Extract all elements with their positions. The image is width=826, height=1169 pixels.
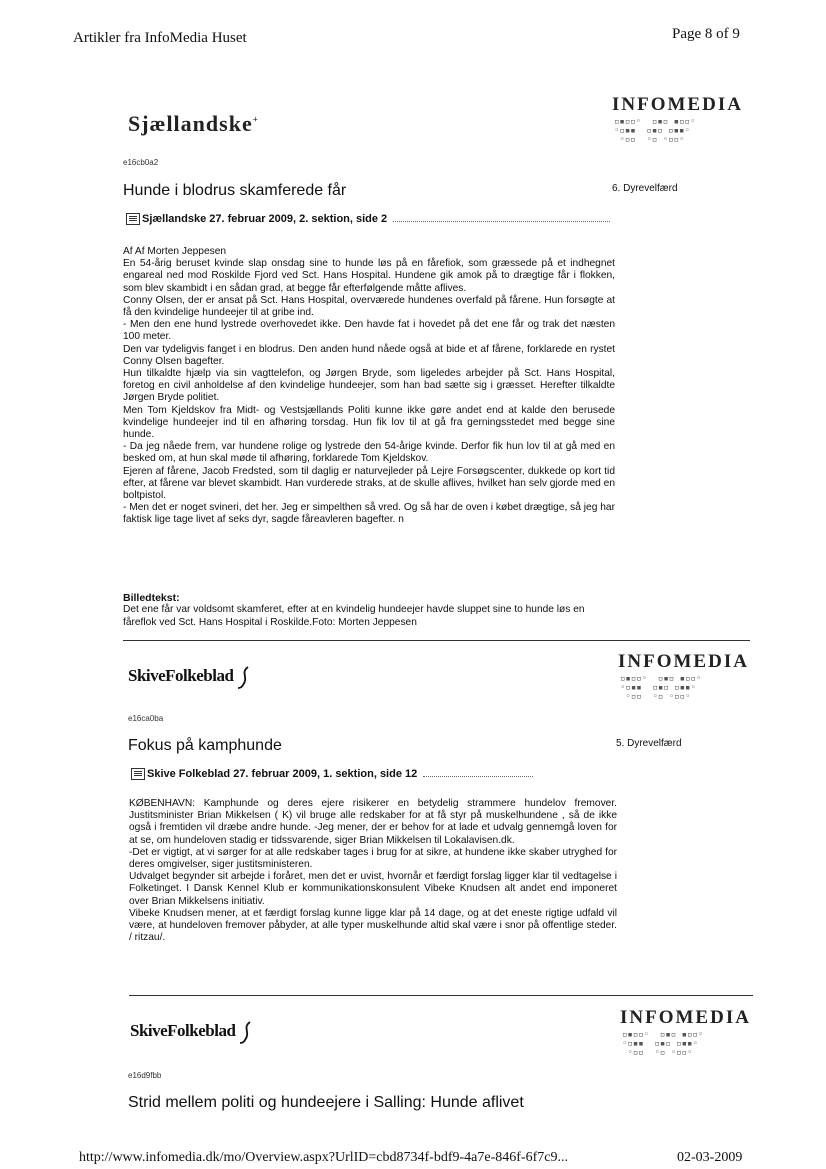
- dotted-leader: [393, 221, 610, 222]
- article-title: Strid mellem politi og hundeejere i Salling: Hunde aflivet: [128, 1094, 524, 1111]
- body-paragraph: - Men den ene hund lystrede overhovedet ikke. Den havde fat i hovedet på det ene får og trak det næsten 100 meter.: [123, 319, 615, 343]
- article-id: e16cb0a2: [123, 158, 159, 167]
- dotted-leader: [423, 776, 533, 777]
- newspaper-icon: [126, 213, 140, 225]
- body-paragraph: Hun tilkaldte hjælp via sin vagttelefon, og Jørgen Bryde, som ligeledes arbejder på Sct. Hans Hospital, foretog en civil anholdelse af den kvindelige hundeejer, som han bad sætte sig i græsset. Herefter tilkaldte Jørgen Bryde politiet.: [123, 368, 615, 404]
- infomedia-logo: [612, 94, 743, 145]
- body-paragraph: Udvalget begynder sit arbejde i foråret, men det er uvist, hvornår et færdigt forslag ligger klar til vedtagelse i Folketinget. I Dansk Kennel Klub er kommunikationskonsulent Vibeke Knudsen alt andet end imponeret over Brian Mikkelsens initiativ.: [129, 871, 617, 907]
- page-number: Page 8 of 9: [672, 26, 740, 42]
- publication-logo-skive-folkeblad: [130, 1020, 255, 1044]
- skive-swoosh-icon: [237, 665, 253, 689]
- infomedia-logo: [618, 651, 749, 702]
- body-paragraph: Af Af Morten Jeppesen: [123, 246, 227, 257]
- article-category: 6. Dyrevelfærd: [612, 183, 678, 194]
- article-title: Hunde i blodrus skamferede får: [123, 182, 347, 199]
- article-divider: [123, 640, 750, 641]
- infomedia-logo-dots: ▫▪▫▫◦ ▫▪▫ ▪▫▫◦ ◦▫▪▪ ▫▪▫ ▫▪▪◦ ◦▫▫ ◦▫ ◦▫▫◦: [622, 1030, 704, 1058]
- body-paragraph: -Det er vigtigt, at vi sørger for at alle redskaber tages i brug for at sikre, at hundene ikke skaber utryghed for deres omgivelser, siger justitsministeren.: [129, 846, 617, 871]
- body-paragraph: Men Tom Kjeldskov fra Midt- og Vestsjællands Politi kunne ikke gøre andet end at kalde den berusede kvindelige hundeejer ind til en afhøring torsdag. Hun fik lov til at gå fra gerningsstedet med begge sine hunde.: [123, 404, 615, 441]
- infomedia-logo: [620, 1007, 751, 1058]
- skive-swoosh-icon: [239, 1020, 255, 1044]
- article-body: [123, 246, 615, 527]
- infomedia-logo-dots: ▫▪▫▫◦ ▫▪▫ ▪▫▫◦ ◦▫▪▪ ▫▪▫ ▫▪▪◦ ◦▫▫ ◦▫ ◦▫▫◦: [620, 674, 702, 702]
- page-header-title: Artikler fra InfoMedia Huset: [73, 30, 247, 46]
- publication-logo-text: Sjællandske: [128, 111, 253, 136]
- article-body: [129, 798, 617, 944]
- caption-text: Det ene får var voldsomt skamferet, efter at en kvindelig hundeejer havde sluppet sine to hunde løs en fåreflok ved Sct. Hans Hospital i Roskilde.Foto: Morten Jeppesen: [123, 604, 585, 628]
- infomedia-logo-dots: ▫▪▫▫◦ ▫▪▫ ▪▫▫◦ ◦▫▪▪ ▫▪▫ ▫▪▪◦ ◦▫▫ ◦▫ ◦▫▫◦: [614, 117, 696, 145]
- body-paragraph: Vibeke Knudsen mener, at et færdigt forslag kunne ligge klar på 14 dage, og at det eneste rigtige udfald vil være, at hundeloven fremover påbyder, at alle typer muskelhunde altid skal være i snor på offentlige steder. / ritzau/.: [129, 907, 617, 944]
- infomedia-logo-text: INFOMEDIA: [618, 651, 749, 672]
- publication-logo-sjaellandske: Sjællandske+: [128, 111, 259, 136]
- article-divider: [129, 995, 753, 996]
- caption-label: Billedtekst:: [123, 592, 180, 604]
- page-footer-url: http://www.infomedia.dk/mo/Overview.aspx?UrlID=cbd8734f-bdf9-4a7e-846f-6f7c9...: [79, 1150, 568, 1165]
- article-category: 5. Dyrevelfærd: [616, 738, 682, 749]
- body-paragraph: - Men det er noget svineri, det her. Jeg er simpelthen så vred. Og så har de oven i købet drægtige, så jeg har faktisk lige tage livet af seks dyr, sagde fåreavleren bagefter. n: [123, 502, 615, 526]
- infomedia-logo-text: INFOMEDIA: [612, 94, 743, 115]
- article-source: Sjællandske 27. februar 2009, 2. sektion, side 2: [142, 213, 388, 225]
- article-source-line: [131, 768, 533, 780]
- body-paragraph: Den var tydeligvis fanget i en blodrus. Den anden hund nåede også at bide et af fårene, forklarede en rystet Conny Olsen bagefter.: [123, 343, 615, 367]
- article-title: Fokus på kamphunde: [128, 737, 282, 754]
- body-paragraph: Ejeren af fårene, Jacob Fredsted, som til daglig er naturvejleder på Lejre Forsøgscenter, dukkede op kort tid efter, at fårene var blevet skambidt. Han vurderede straks, at de skulle aflives, hvilket han selv gjorde med en boltpistol.: [123, 465, 615, 502]
- article-id: e16d9fbb: [128, 1071, 162, 1080]
- article-id: e16ca0ba: [128, 714, 164, 723]
- article-source-line: [126, 213, 610, 225]
- publication-logo-text: SkiveFolkeblad: [128, 665, 234, 685]
- body-paragraph: Conny Olsen, der er ansat på Sct. Hans Hospital, overværede hundenes overfald på fårene. Hun forsøgte at få den kvindelige hundeejer til at gribe ind.: [123, 294, 615, 319]
- infomedia-logo-text: INFOMEDIA: [620, 1007, 751, 1028]
- publication-logo-skive-folkeblad: [128, 665, 253, 689]
- body-paragraph: - Da jeg nåede frem, var hundene rolige og lystrede den 54-årige kvinde. Derfor fik hun lov til at gå med en besked om, at hun skal møde til afhøring, forklarede Tom Kjeldskov.: [123, 441, 615, 465]
- body-paragraph: KØBENHAVN: Kamphunde og deres ejere risikerer en betydelig strammere hundelov fremover. Justitsminister Brian Mikkelsen ( K) vil bruge alle redskaber for at få styr på muskelhundene , så de ikke også i fremtiden vil dræbe andre hunde. -Jeg mener, der er behov for at lade et udvalg gennemgå loven for at se, om hundeloven stadig er tidssvarende, siger Brian Mikkelsen til Lokalavisen.dk.: [129, 798, 617, 846]
- newspaper-icon: [131, 768, 145, 780]
- publication-logo-text: SkiveFolkeblad: [130, 1020, 236, 1040]
- article-source: Skive Folkeblad 27. februar 2009, 1. sektion, side 12: [147, 768, 418, 780]
- page-footer-date: 02-03-2009: [677, 1150, 743, 1165]
- body-paragraph: En 54-årig beruset kvinde slap onsdag sine to hunde løs på en fårefiok, som græssede på et indhegnet engareal ned mod Roskilde Fjord ved Sct. Hans Hospital. Hundene gik amok på to drægtige får i flokken, som blev skambidt i en sådan grad, at begge får efterfølgende måtte aflives.: [123, 258, 615, 294]
